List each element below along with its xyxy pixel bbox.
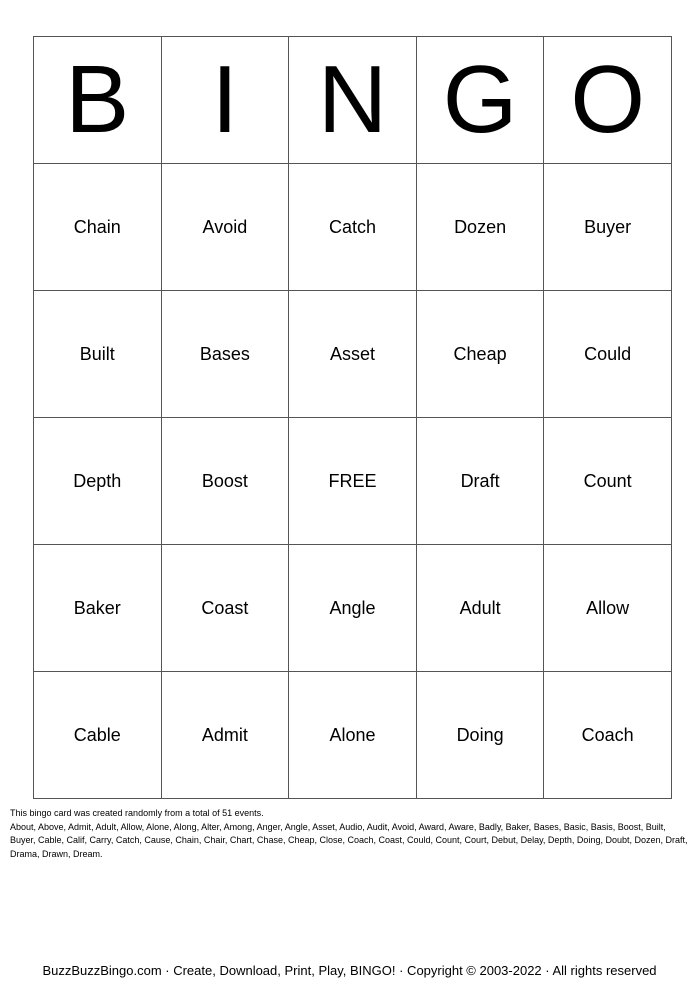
bingo-card [33,36,672,799]
card-cell: Avoid [161,164,289,291]
card-cell: Chain [34,164,162,291]
card-cell: Admit [161,672,289,799]
card-cell: Coast [161,545,289,672]
card-info [10,807,690,861]
header-letter-g: G [416,37,544,164]
free-space-cell: FREE [289,418,417,545]
card-cell: Allow [544,545,672,672]
card-cell: Depth [34,418,162,545]
card-cell: Baker [34,545,162,672]
card-info-summary: This bingo card was created randomly from a total of 51 events. [10,808,264,818]
footer-copyright: BuzzBuzzBingo.com · Create, Download, Print, Play, BINGO! · Copyright © 2003-2022 · All rights reserved [42,963,657,978]
card-cell: Catch [289,164,417,291]
card-cell: Dozen [416,164,544,291]
card-cell: Count [544,418,672,545]
card-cell: Could [544,291,672,418]
card-cell: Draft [416,418,544,545]
card-row [34,545,672,672]
card-row [34,418,672,545]
card-cell: Cable [34,672,162,799]
card-row [34,164,672,291]
card-cell: Buyer [544,164,672,291]
card-events-list: About, Above, Admit, Adult, Allow, Alone, Along, Alter, Among, Anger, Angle, Asset, Audio, Audit, Avoid, Award, Aware, Badly, Baker, Bases, Basic, Basis, Boost, Built, Buyer, Cable, Calif, Carry, Catch, Cause, Chain, Chair, Chart, Chase, Cheap, Close, Coach, Coast, Could, Count, Court, Debut, Delay, Depth, Doing, Doubt, Dozen, Draft, Drama, Drawn, Dream. [10,821,688,859]
card-cell: Asset [289,291,417,418]
card-cell: Coach [544,672,672,799]
card-row [34,672,672,799]
card-cell: Alone [289,672,417,799]
header-row [34,37,672,164]
card-row [34,291,672,418]
header-letter-n: N [289,37,417,164]
card-cell: Adult [416,545,544,672]
card-cell: Doing [416,672,544,799]
card-cell: Bases [161,291,289,418]
header-letter-o: O [544,37,672,164]
header-letter-i: I [161,37,289,164]
card-cell: Built [34,291,162,418]
card-cell: Angle [289,545,417,672]
header-letter-b: B [34,37,162,164]
card-cell: Boost [161,418,289,545]
card-cell: Cheap [416,291,544,418]
